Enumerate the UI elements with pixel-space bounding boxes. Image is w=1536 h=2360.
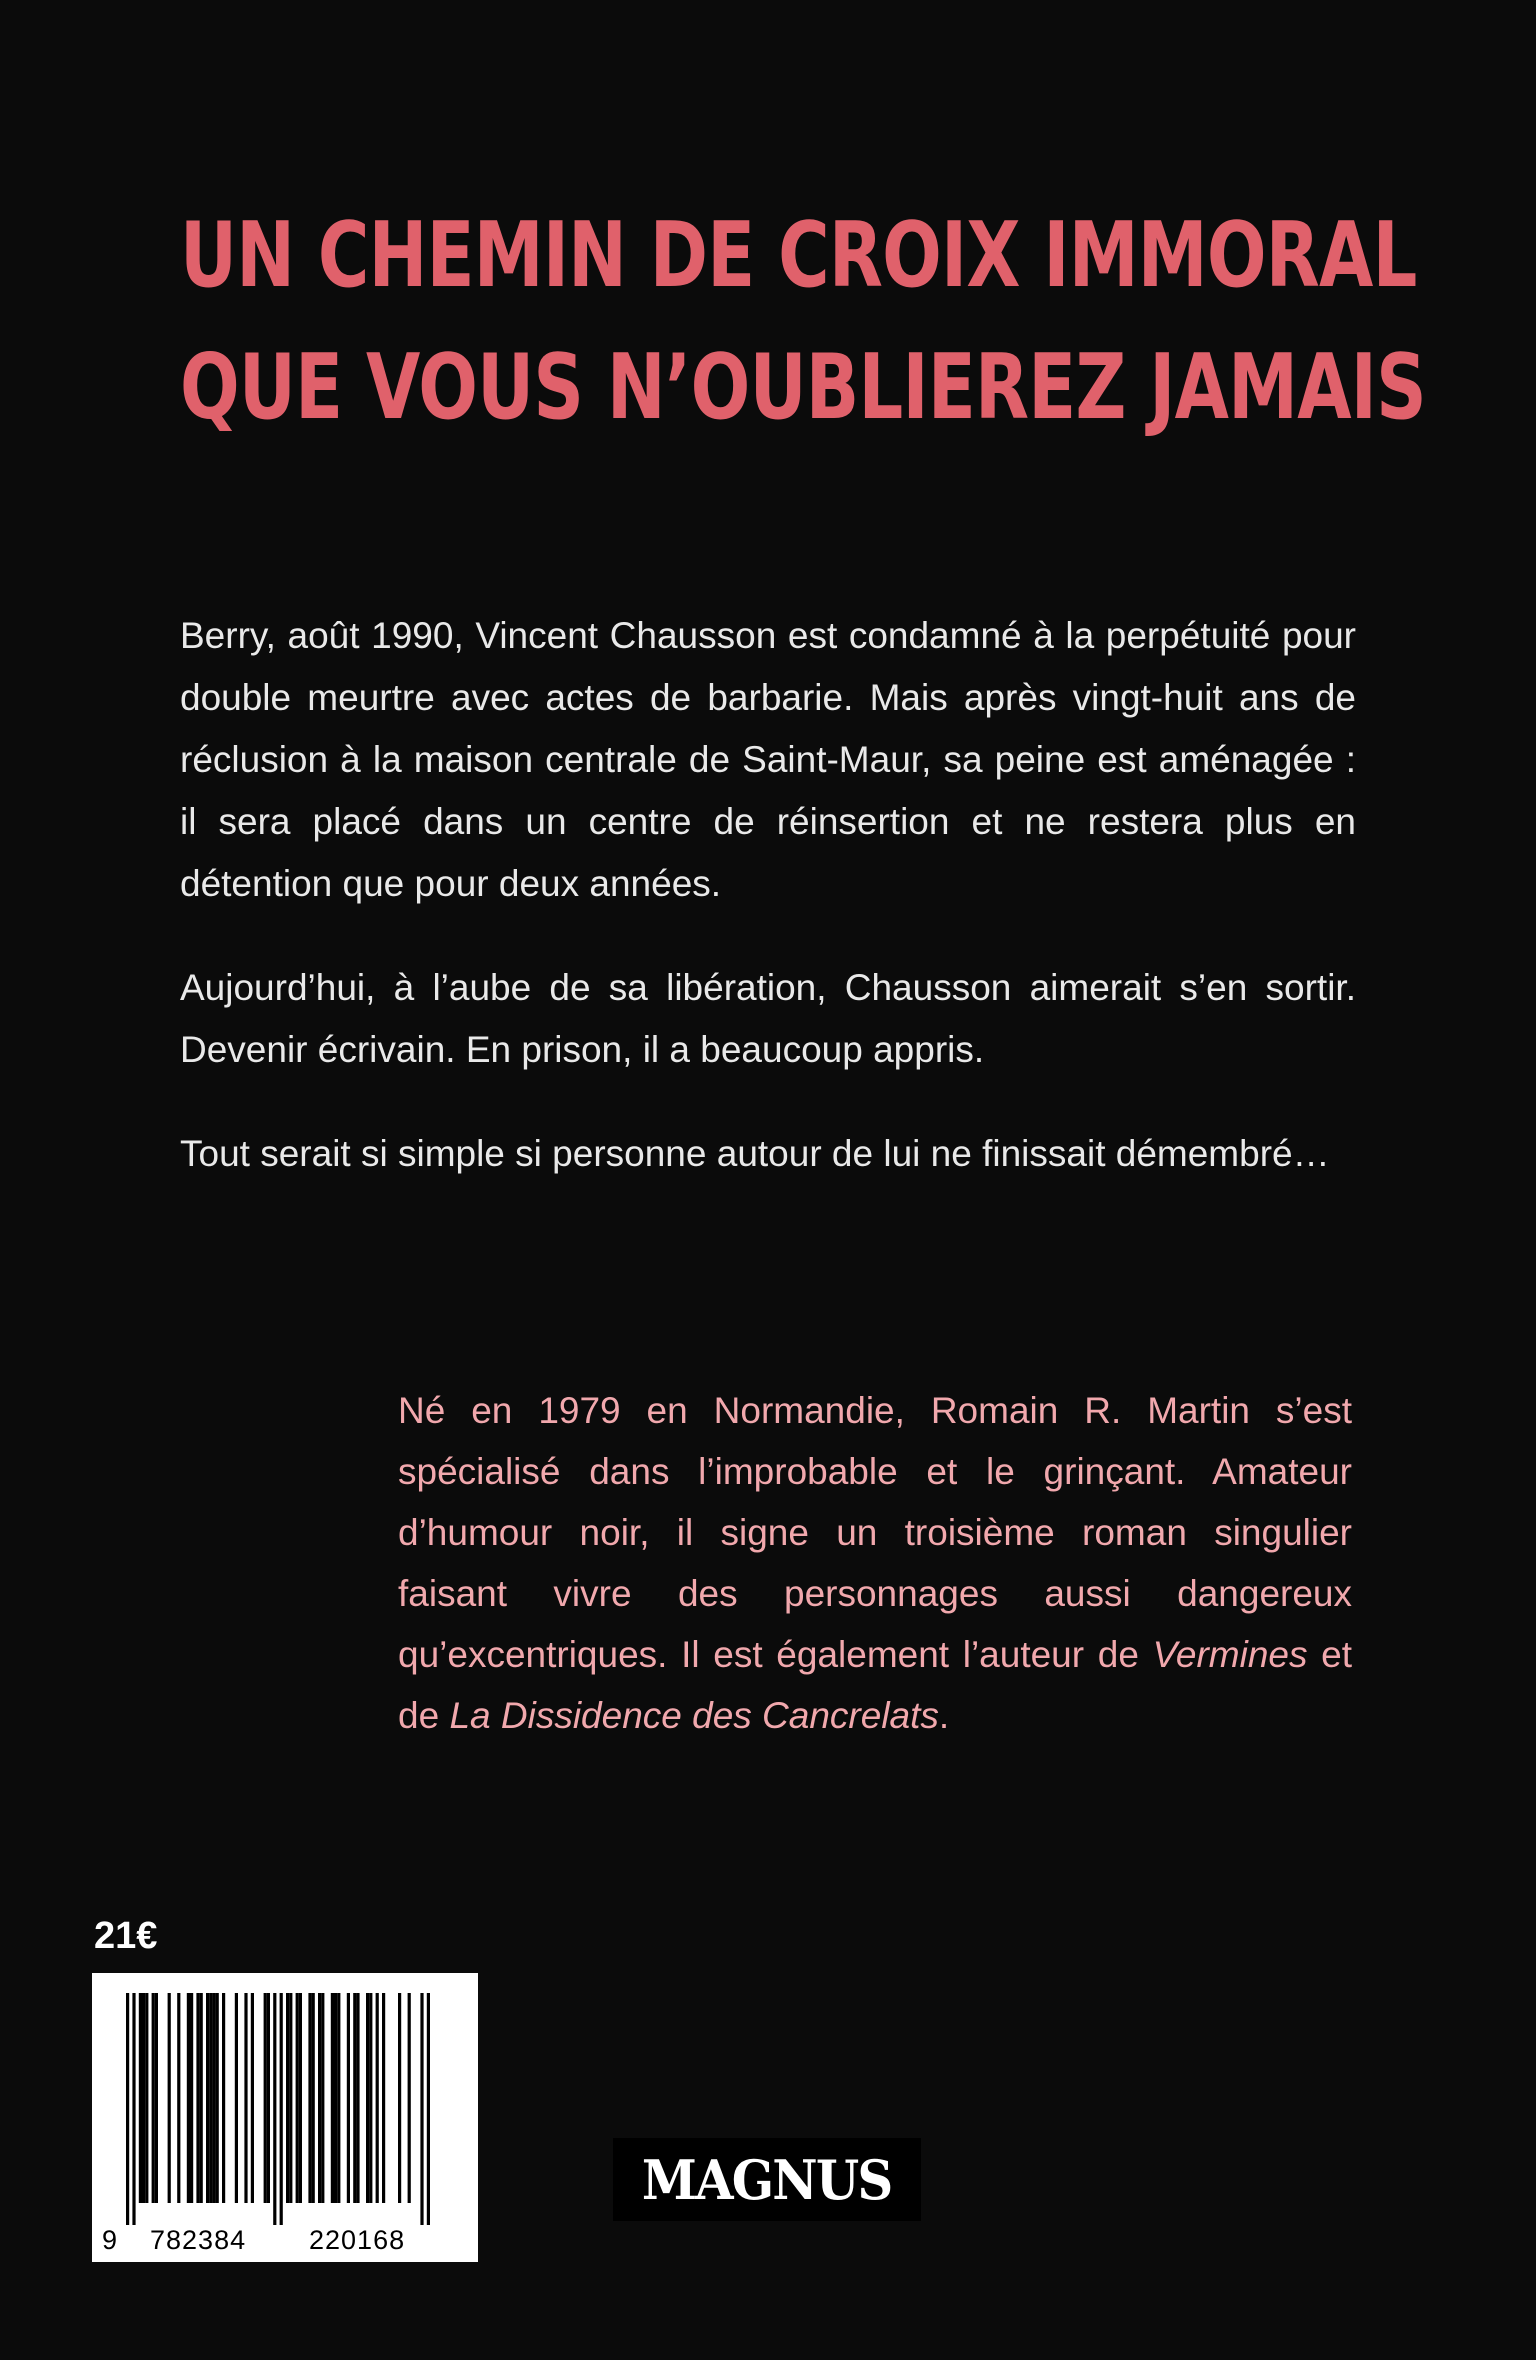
barcode-bar bbox=[216, 1993, 219, 2203]
barcode-bar bbox=[155, 1993, 158, 2203]
author-bio-text: Né en 1979 en Normandie, Romain R. Martin s’est spécialisé dans l’improbable et le grinçant. Amateur d’humour noir, il signe un troisième roman singulier faisant vivre des personnages aussi dangereux qu’excentriques. Il est également l’auteur de bbox=[398, 1390, 1352, 1675]
book-title-dissidence: La Dissidence des Cancrelats bbox=[449, 1695, 939, 1736]
barcode-bars bbox=[126, 1993, 430, 2225]
isbn-barcode bbox=[92, 1973, 478, 2262]
barcode-bar bbox=[244, 1993, 247, 2203]
synopsis-paragraph-2: Aujourd’hui, à l’aube de sa libération, Chausson aimerait s’en sortir. Devenir écrivain. En prison, il a beaucoup appris. bbox=[180, 967, 1356, 1070]
barcode-bar bbox=[334, 1993, 337, 2203]
barcode-guard-bar bbox=[427, 1993, 430, 2225]
barcode-bar bbox=[212, 1993, 215, 2203]
barcode-bar bbox=[267, 1993, 270, 2203]
barcode-bar bbox=[299, 1993, 302, 2203]
headline-line-2: QUE VOUS N’OUBLIEREZ JAMAIS bbox=[180, 335, 1426, 440]
barcode-bar bbox=[200, 1993, 203, 2203]
barcode-bar bbox=[145, 1993, 148, 2203]
barcode-bar bbox=[222, 1993, 225, 2203]
barcode-bar bbox=[366, 1993, 369, 2203]
barcode-first-digit: 9 bbox=[102, 2225, 118, 2255]
barcode-bar bbox=[376, 1993, 379, 2203]
book-title-vermines: Vermines bbox=[1152, 1634, 1308, 1675]
barcode-guard-bar bbox=[132, 1993, 135, 2225]
synopsis-paragraph-3: Tout serait si simple si personne autour de lui ne finissait démembré… bbox=[180, 1133, 1330, 1174]
price-label: 21€ bbox=[94, 1915, 158, 1957]
barcode-bar bbox=[408, 1993, 411, 2203]
barcode-bar bbox=[382, 1993, 385, 2203]
barcode-bar bbox=[356, 1993, 359, 2203]
barcode-guard-bar bbox=[273, 1993, 276, 2225]
barcode-bar bbox=[286, 1993, 289, 2203]
barcode-bar bbox=[187, 1993, 190, 2203]
barcode-guard-bar bbox=[280, 1993, 283, 2225]
headline bbox=[180, 190, 1426, 454]
barcode-bar bbox=[289, 1993, 292, 2203]
barcode-bar bbox=[177, 1993, 180, 2203]
barcode-bar bbox=[251, 1993, 254, 2203]
barcode-bar bbox=[308, 1993, 311, 2203]
barcode-bar bbox=[152, 1993, 155, 2203]
barcode-bar bbox=[209, 1993, 212, 2203]
synopsis bbox=[180, 605, 1356, 1227]
barcode-left-digits: 782384 bbox=[150, 2225, 247, 2255]
barcode-right-digits: 220168 bbox=[309, 2225, 406, 2255]
barcode-bar bbox=[318, 1993, 321, 2203]
barcode-bar bbox=[337, 1993, 340, 2203]
publisher-name: MAGNUS bbox=[642, 2147, 892, 2212]
barcode-bar bbox=[190, 1993, 193, 2203]
barcode-bar bbox=[168, 1993, 171, 2203]
barcode-bar bbox=[353, 1993, 356, 2203]
barcode-guard-bar bbox=[126, 1993, 129, 2225]
publisher-logo bbox=[613, 2138, 921, 2221]
barcode-bar bbox=[142, 1993, 145, 2203]
headline-line-1: UN CHEMIN DE CROIX IMMORAL bbox=[180, 203, 1417, 308]
barcode-guard-bar bbox=[420, 1993, 423, 2225]
barcode-bar bbox=[347, 1993, 350, 2203]
barcode-bar bbox=[139, 1993, 142, 2203]
author-bio-connector: et de bbox=[398, 1634, 1353, 1736]
synopsis-paragraph-1: Berry, août 1990, Vincent Chausson est condamné à la perpétuité pour double meurtre avec actes de barbarie. Mais après vingt-huit ans de réclusion à la maison centrale de Saint-Maur, sa peine est aménagée : il sera placé dans un centre de réinsertion et ne restera plus en détention que pour deux années. bbox=[180, 615, 1356, 904]
barcode-bar bbox=[398, 1993, 401, 2203]
barcode-bar bbox=[206, 1993, 209, 2203]
barcode-bar bbox=[296, 1993, 299, 2203]
barcode-bar bbox=[196, 1993, 199, 2203]
barcode-graphic bbox=[92, 1973, 478, 2262]
author-bio-end: . bbox=[938, 1695, 950, 1736]
barcode-bar bbox=[331, 1993, 334, 2203]
barcode-bar bbox=[235, 1993, 238, 2203]
barcode-bar bbox=[321, 1993, 324, 2203]
barcode-bar bbox=[369, 1993, 372, 2203]
author-bio bbox=[398, 1380, 1352, 1746]
barcode-bar bbox=[264, 1993, 267, 2203]
barcode-bar bbox=[312, 1993, 315, 2203]
